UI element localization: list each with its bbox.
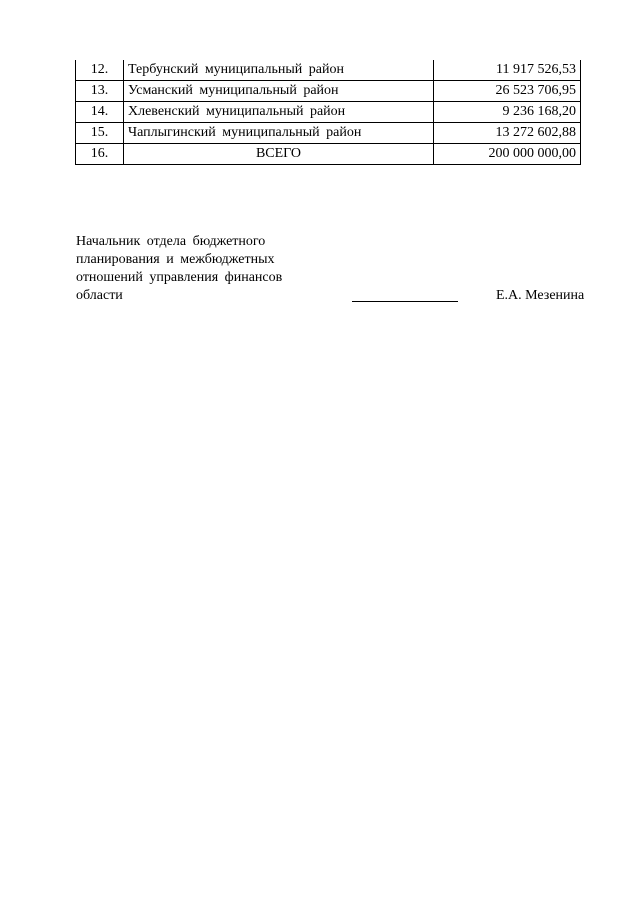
table-row: [76, 102, 581, 123]
amount: 26 523 706,95: [434, 81, 581, 102]
table-row: [76, 123, 581, 144]
signer-position-line: Начальник отдела бюджетного: [76, 234, 266, 249]
row-number: 15.: [76, 123, 124, 144]
amount: 9 236 168,20: [434, 102, 581, 123]
district-name: Чаплыгинский муниципальный район: [124, 123, 434, 144]
signature-row: [76, 287, 596, 305]
signer-position-line: отношений управления финансов: [76, 270, 283, 285]
row-number: 14.: [76, 102, 124, 123]
row-number: 16.: [76, 144, 124, 165]
district-name: Хлевенский муниципальный район: [124, 102, 434, 123]
row-number: 13.: [76, 81, 124, 102]
total-label: ВСЕГО: [124, 144, 434, 165]
signer-position-line: планирования и межбюджетных: [76, 252, 275, 267]
district-name: Усманский муниципальный район: [124, 81, 434, 102]
table-row: [76, 81, 581, 102]
signer-position-line: области: [76, 288, 123, 303]
budget-distribution-table: [75, 60, 581, 165]
signature-line: [352, 287, 458, 302]
amount: 11 917 526,53: [434, 60, 581, 81]
signer-name: Е.А. Мезенина: [496, 288, 585, 303]
table-total-row: [76, 144, 581, 165]
signature-block: [76, 233, 596, 305]
district-name: Тербунский муниципальный район: [124, 60, 434, 81]
table-row: [76, 60, 581, 81]
amount: 13 272 602,88: [434, 123, 581, 144]
total-amount: 200 000 000,00: [434, 144, 581, 165]
row-number: 12.: [76, 60, 124, 81]
